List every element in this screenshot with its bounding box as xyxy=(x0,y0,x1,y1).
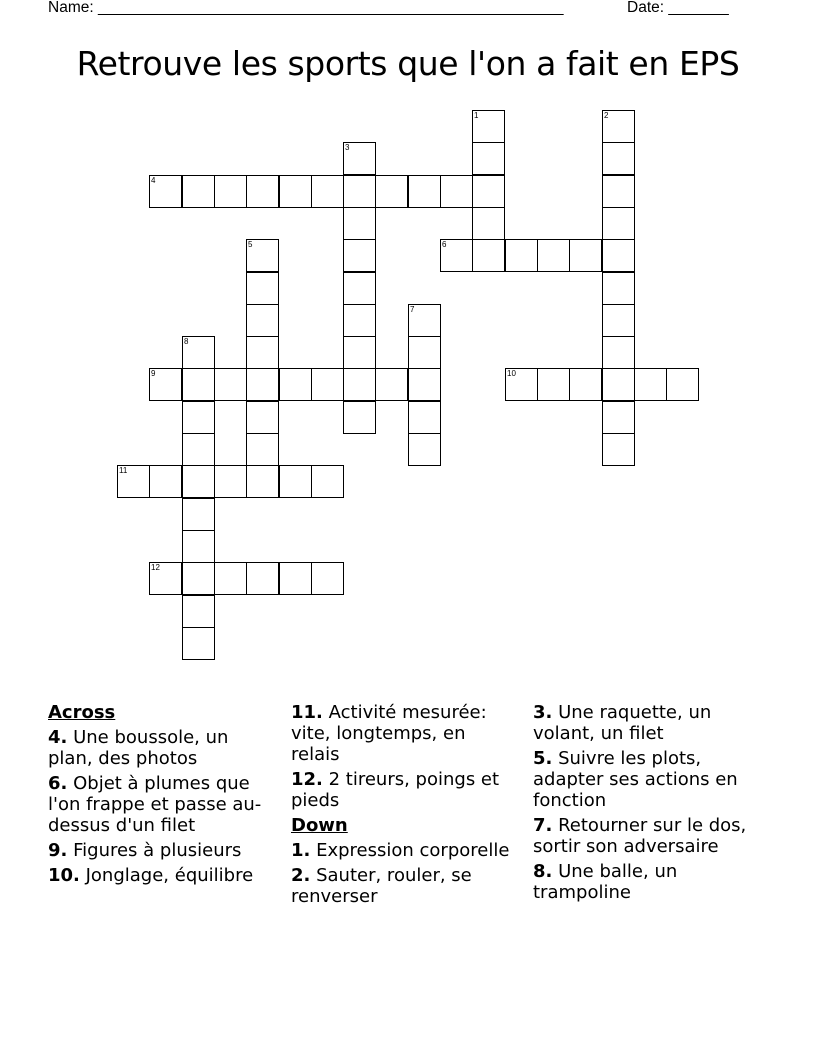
clue-down-5 xyxy=(533,748,755,811)
grid-cell[interactable] xyxy=(602,239,635,272)
clue-text: Objet à plumes que l'on frappe et passe au-dessus d'un filet xyxy=(48,773,262,836)
grid-cell[interactable] xyxy=(279,175,312,208)
grid-cell[interactable] xyxy=(602,368,635,401)
grid-cell[interactable] xyxy=(214,175,247,208)
name-field-label: Name: ______________________________________________________ xyxy=(48,0,564,16)
clue-text: Une boussole, un plan, des photos xyxy=(48,727,229,769)
clue-number: 6. xyxy=(48,773,68,794)
grid-cell[interactable] xyxy=(182,562,215,595)
clue-down-2 xyxy=(291,865,513,907)
cell-number: 2 xyxy=(604,111,609,120)
grid-cell[interactable] xyxy=(149,562,182,595)
grid-cell[interactable] xyxy=(634,368,667,401)
clue-across-9 xyxy=(48,840,270,861)
grid-cell[interactable] xyxy=(666,368,699,401)
grid-cell[interactable] xyxy=(343,142,376,175)
grid-cell[interactable] xyxy=(214,368,247,401)
grid-cell[interactable] xyxy=(343,401,376,434)
clues-column-1 xyxy=(48,702,270,890)
clue-number: 12. xyxy=(291,769,323,790)
date-field-label: Date: _______ xyxy=(627,0,729,16)
grid-cell[interactable] xyxy=(602,110,635,143)
grid-cell[interactable] xyxy=(246,562,279,595)
grid-cell[interactable] xyxy=(117,465,150,498)
grid-cell[interactable] xyxy=(246,304,279,337)
grid-cell[interactable] xyxy=(246,368,279,401)
clue-down-3 xyxy=(533,702,755,744)
cell-number: 5 xyxy=(248,240,253,249)
cell-number: 8 xyxy=(184,337,189,346)
grid-cell[interactable] xyxy=(279,562,312,595)
grid-cell[interactable] xyxy=(375,175,408,208)
grid-cell[interactable] xyxy=(279,368,312,401)
clue-text: Figures à plusieurs xyxy=(67,840,242,861)
clue-across-10 xyxy=(48,865,270,886)
clue-number: 10. xyxy=(48,865,80,886)
clues-column-2 xyxy=(291,702,513,911)
grid-cell[interactable] xyxy=(182,401,215,434)
grid-cell[interactable] xyxy=(602,142,635,175)
grid-cell[interactable] xyxy=(440,175,473,208)
down-heading: Down xyxy=(291,815,348,836)
grid-cell[interactable] xyxy=(602,272,635,305)
grid-cell[interactable] xyxy=(505,239,538,272)
across-heading: Across xyxy=(48,702,116,723)
grid-cell[interactable] xyxy=(408,336,441,369)
grid-cell[interactable] xyxy=(246,239,279,272)
grid-cell[interactable] xyxy=(408,304,441,337)
clue-number: 2. xyxy=(291,865,311,886)
grid-cell[interactable] xyxy=(472,142,505,175)
grid-cell[interactable] xyxy=(569,239,602,272)
cell-number: 9 xyxy=(151,369,156,378)
clue-down-8 xyxy=(533,861,755,903)
grid-cell[interactable] xyxy=(472,110,505,143)
grid-cell[interactable] xyxy=(182,627,215,660)
grid-cell[interactable] xyxy=(343,175,376,208)
grid-cell[interactable] xyxy=(182,498,215,531)
clue-across-11 xyxy=(291,702,513,765)
clue-across-6 xyxy=(48,773,270,836)
grid-cell[interactable] xyxy=(182,530,215,563)
clue-text: Une balle, un trampoline xyxy=(533,861,678,903)
grid-cell[interactable] xyxy=(440,239,473,272)
clue-number: 11. xyxy=(291,702,323,723)
grid-cell[interactable] xyxy=(602,175,635,208)
clue-text: 2 tireurs, poings et pieds xyxy=(291,769,500,811)
grid-cell[interactable] xyxy=(537,239,570,272)
clue-number: 5. xyxy=(533,748,553,769)
grid-cell[interactable] xyxy=(537,368,570,401)
clue-text: Une raquette, un volant, un filet xyxy=(533,702,712,744)
grid-cell[interactable] xyxy=(182,465,215,498)
clue-text: Sauter, rouler, se renverser xyxy=(291,865,472,907)
cell-number: 7 xyxy=(410,305,415,314)
grid-cell[interactable] xyxy=(375,368,408,401)
cell-number: 12 xyxy=(151,563,160,572)
cell-number: 6 xyxy=(442,240,447,249)
grid-cell[interactable] xyxy=(279,465,312,498)
grid-cell[interactable] xyxy=(472,239,505,272)
cell-number: 1 xyxy=(474,111,479,120)
grid-cell[interactable] xyxy=(149,465,182,498)
clue-across-12 xyxy=(291,769,513,811)
grid-cell[interactable] xyxy=(343,207,376,240)
clue-number: 3. xyxy=(533,702,553,723)
clues-column-3 xyxy=(533,702,755,907)
grid-cell[interactable] xyxy=(182,433,215,466)
clue-text: Suivre les plots, adapter ses actions en fonction xyxy=(533,748,738,811)
clue-across-4 xyxy=(48,727,270,769)
grid-cell[interactable] xyxy=(602,304,635,337)
grid-cell[interactable] xyxy=(602,336,635,369)
grid-cell[interactable] xyxy=(311,465,344,498)
grid-cell[interactable] xyxy=(408,368,441,401)
grid-cell[interactable] xyxy=(602,433,635,466)
grid-cell[interactable] xyxy=(311,175,344,208)
grid-cell[interactable] xyxy=(472,175,505,208)
grid-cell[interactable] xyxy=(311,562,344,595)
grid-cell[interactable] xyxy=(182,336,215,369)
grid-cell[interactable] xyxy=(214,465,247,498)
clue-number: 9. xyxy=(48,840,68,861)
grid-cell[interactable] xyxy=(246,336,279,369)
cell-number: 3 xyxy=(345,143,350,152)
clue-text: Activité mesurée: vite, longtemps, en relais xyxy=(291,702,487,765)
grid-cell[interactable] xyxy=(246,175,279,208)
grid-cell[interactable] xyxy=(246,465,279,498)
cell-number: 4 xyxy=(151,176,156,185)
grid-cell[interactable] xyxy=(182,175,215,208)
grid-cell[interactable] xyxy=(472,207,505,240)
grid-cell[interactable] xyxy=(246,433,279,466)
clue-number: 1. xyxy=(291,840,311,861)
grid-cell[interactable] xyxy=(343,239,376,272)
clue-text: Retourner sur le dos, sortir son adversaire xyxy=(533,815,747,857)
grid-cell[interactable] xyxy=(214,562,247,595)
grid-cell[interactable] xyxy=(602,401,635,434)
grid-cell[interactable] xyxy=(569,368,602,401)
grid-cell[interactable] xyxy=(311,368,344,401)
clue-number: 7. xyxy=(533,815,553,836)
clue-number: 4. xyxy=(48,727,68,748)
clue-text: Jonglage, équilibre xyxy=(79,865,254,886)
grid-cell[interactable] xyxy=(602,207,635,240)
clue-number: 8. xyxy=(533,861,553,882)
grid-cell[interactable] xyxy=(149,368,182,401)
grid-cell[interactable] xyxy=(246,401,279,434)
grid-cell[interactable] xyxy=(343,272,376,305)
cell-number: 11 xyxy=(119,466,128,475)
grid-cell[interactable] xyxy=(343,336,376,369)
grid-cell[interactable] xyxy=(182,368,215,401)
clue-down-7 xyxy=(533,815,755,857)
grid-cell[interactable] xyxy=(182,595,215,628)
grid-cell[interactable] xyxy=(505,368,538,401)
clue-text: Expression corporelle xyxy=(310,840,510,861)
grid-cell[interactable] xyxy=(149,175,182,208)
cell-number: 10 xyxy=(507,369,516,378)
grid-cell[interactable] xyxy=(408,175,441,208)
page-title: Retrouve les sports que l'on a fait en EPS xyxy=(76,44,740,83)
grid-cell[interactable] xyxy=(408,401,441,434)
grid-cell[interactable] xyxy=(343,368,376,401)
grid-cell[interactable] xyxy=(343,304,376,337)
grid-cell[interactable] xyxy=(408,433,441,466)
clue-down-1 xyxy=(291,840,513,861)
grid-cell[interactable] xyxy=(246,272,279,305)
